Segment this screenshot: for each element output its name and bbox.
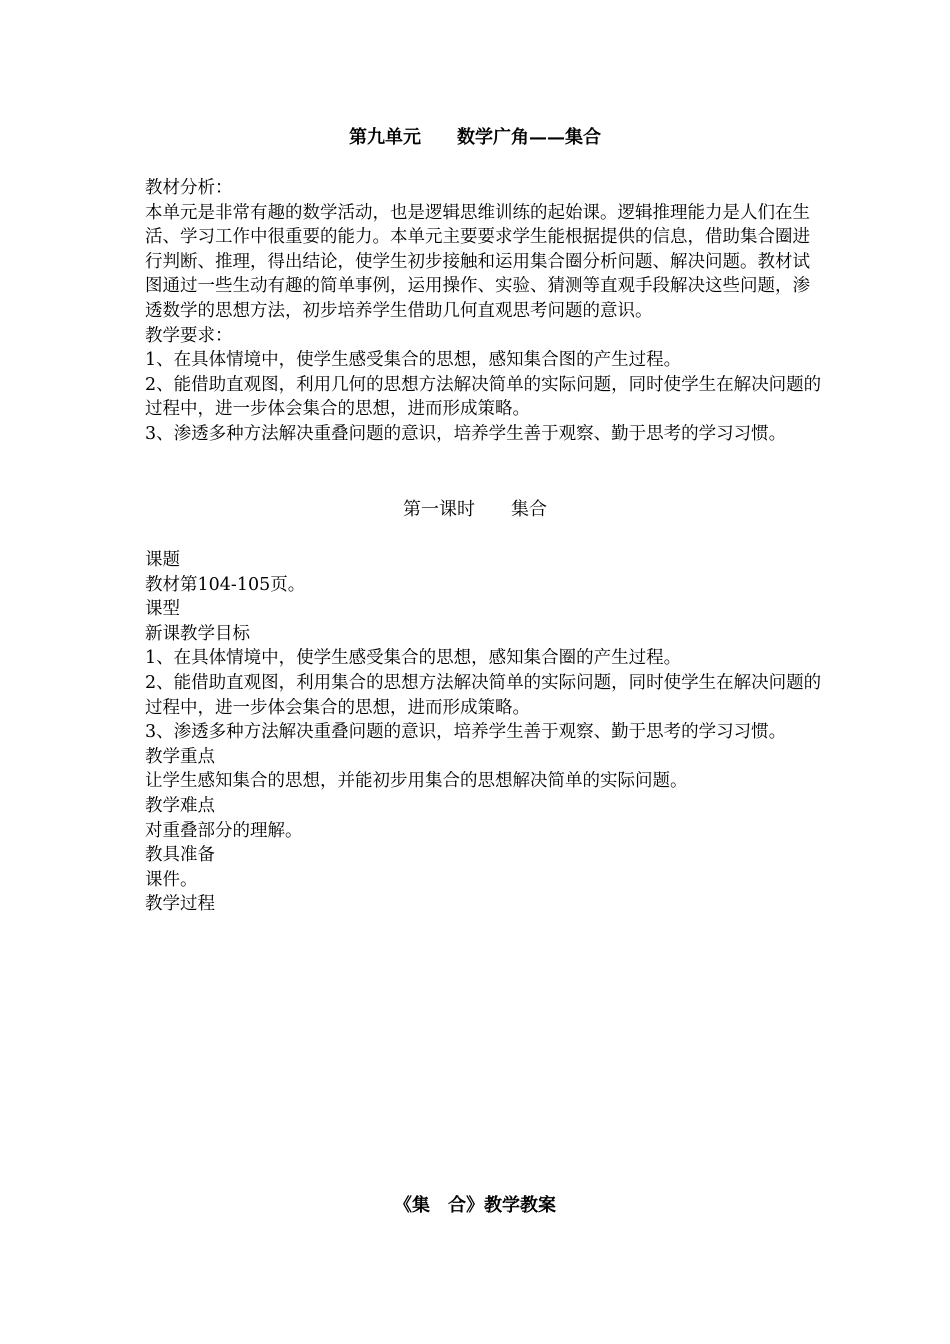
tools-heading: 教具准备 <box>145 845 215 866</box>
topic-heading: 课题 <box>145 550 180 570</box>
requirement-item-1: 1、在具体情境中，使学生感受集合的思想，感知集合图的产生过程。 <box>145 350 682 371</box>
requirements-heading: 教学要求： <box>145 325 233 346</box>
document-title: 第九单元 数学广角——集合 <box>349 127 601 148</box>
difficulty-text: 对重叠部分的理解。 <box>145 820 303 841</box>
key-point-text: 让学生感知集合的思想，并能初步用集合的思想解决简单的实际问题。 <box>145 771 688 792</box>
goal-item-1: 1、在具体情境中，使学生感受集合的思想，感知集合圈的产生过程。 <box>145 648 682 669</box>
goal-item-3: 3、渗透多种方法解决重叠问题的意识，培养学生善于观察、勤于思考的学习习惯。 <box>145 722 787 743</box>
topic-text: 教材第104-105页。 <box>145 574 306 595</box>
process-heading: 教学过程 <box>145 894 215 915</box>
tools-text: 课件。 <box>145 869 198 890</box>
key-point-heading: 教学重点 <box>145 746 215 767</box>
requirement-item-3: 3、渗透多种方法解决重叠问题的意识，培养学生善于观察、勤于思考的学习习惯。 <box>145 423 787 444</box>
type-heading: 课型 <box>145 599 180 620</box>
unit-overview-section <box>145 176 825 447</box>
analysis-heading: 教材分析： <box>145 178 233 198</box>
requirement-item-2: 2、能借助直观图，利用几何的思想方法解决简单的实际问题，同时使学生在解决问题的过程中，进一步体会集合的思想，进而形成策略。 <box>145 374 822 420</box>
lesson-plan-section <box>145 548 825 917</box>
analysis-paragraph: 本单元是非常有趣的数学活动，也是逻辑思维训练的起始课。逻辑推理能力是人们在生活、学习工作中很重要的能力。本单元主要要求学生能根据提供的信息，借助集合圈进行判断、推理，得出结论，使学生初步接触和运用集合圈分析问题、解决问题。教材试图通过一些生动有趣的简单事例，运用操作、实验、猜测等直观手段解决这些问题，渗透数学的思想方法，初步培养学生借助几何直观思考问题的意识。 <box>145 202 810 321</box>
difficulty-heading: 教学难点 <box>145 795 215 816</box>
goals-heading: 新课教学目标 <box>145 623 250 644</box>
lesson-plan-title: 《集 合》教学教案 <box>394 1195 556 1216</box>
goal-item-2: 2、能借助直观图，利用集合的思想方法解决简单的实际问题，同时使学生在解决问题的过程中，进一步体会集合的思想，进而形成策略。 <box>145 672 822 718</box>
lesson-title: 第一课时 集合 <box>403 499 547 520</box>
